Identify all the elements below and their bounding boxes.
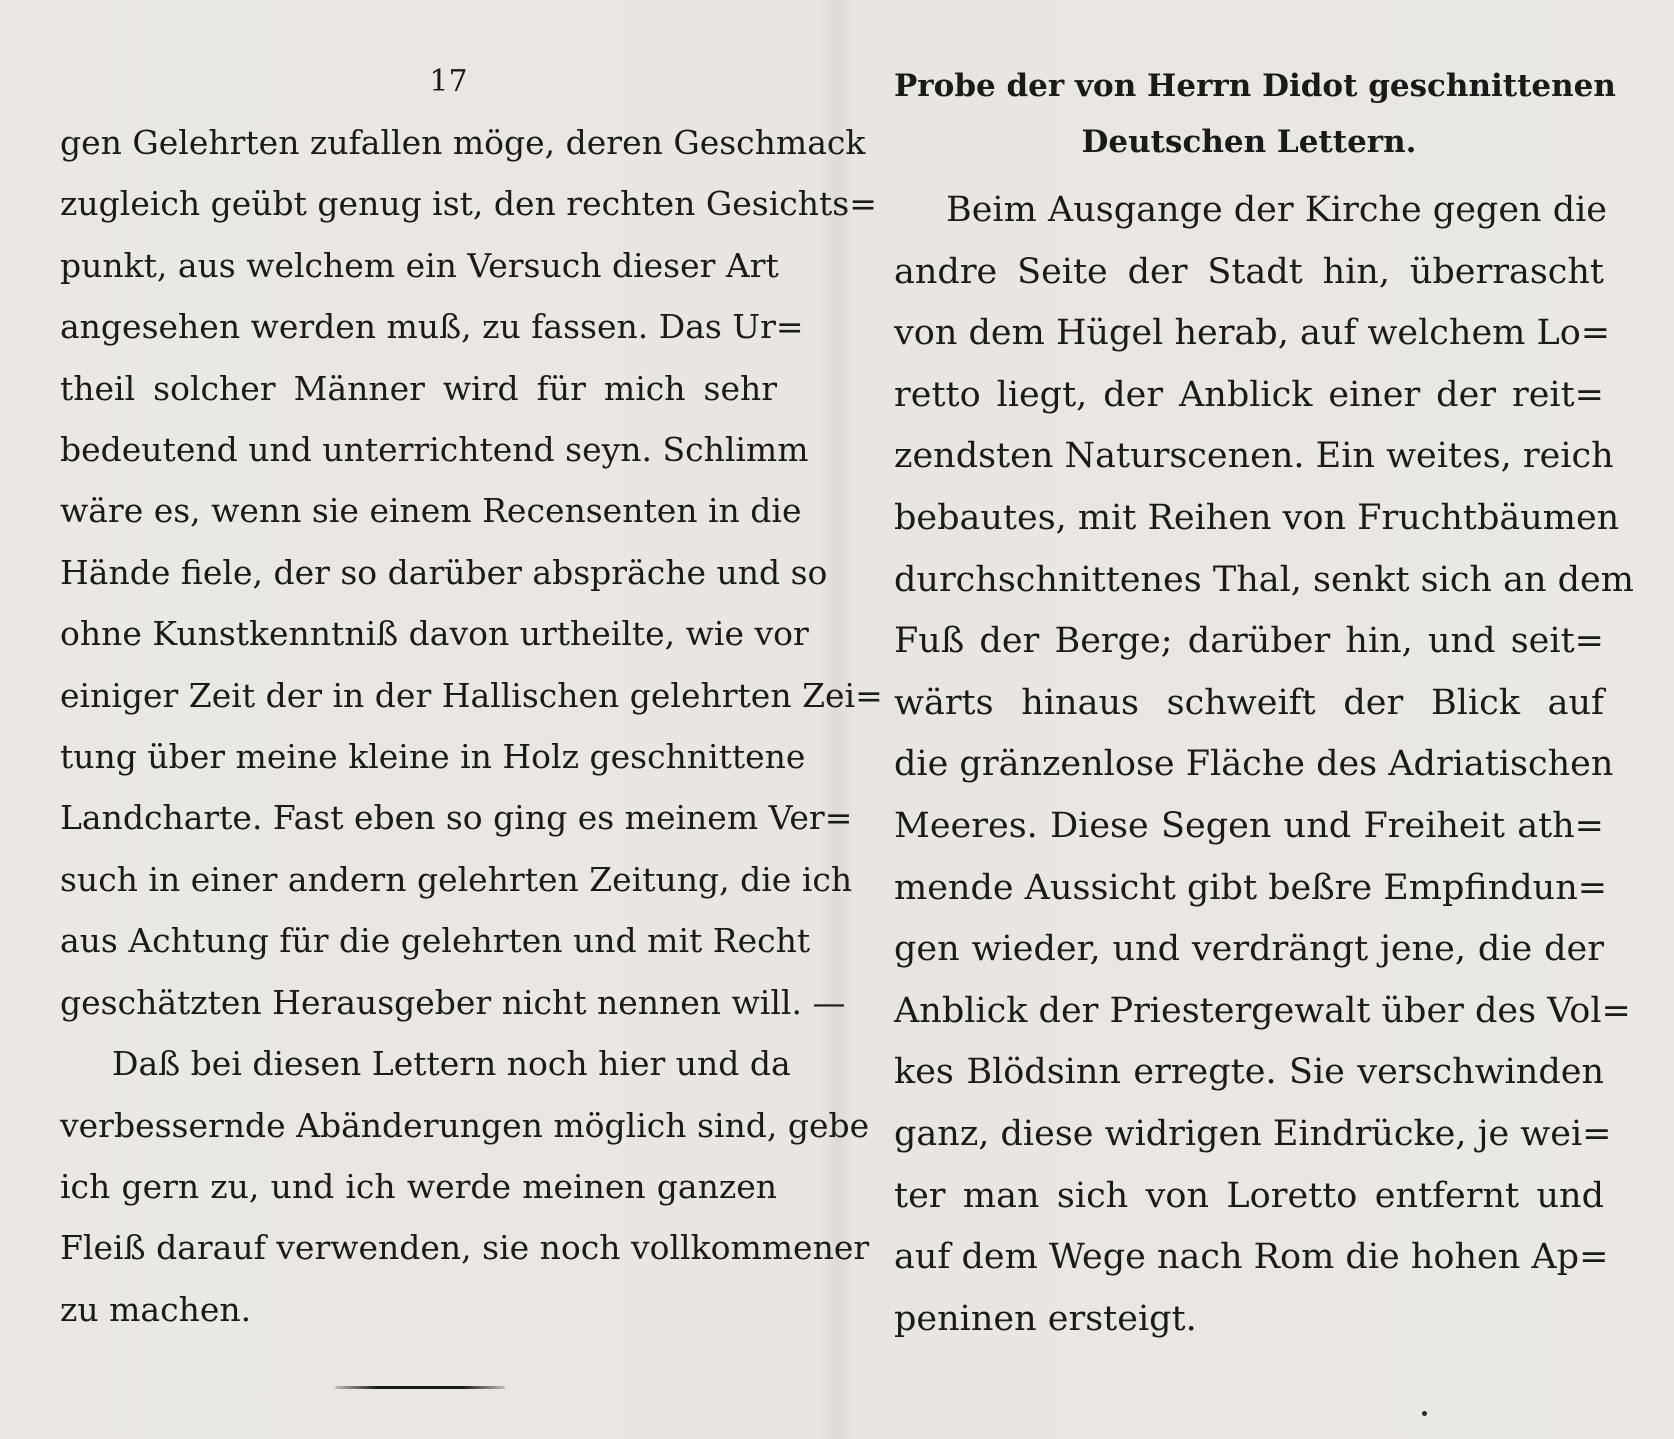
text-line: bebautes, mit Reihen von Fruchtbäumen xyxy=(894,497,1620,538)
text-line: verbessernde Abänderungen möglich sind, gebe xyxy=(60,1105,870,1145)
text-line: tung über meine kleine in Holz geschnittene xyxy=(60,737,806,777)
text-line: durchschnittenes Thal, senkt sich an dem xyxy=(894,559,1634,600)
text-line: kes Blödsinn erregte. Sie verschwinden xyxy=(894,1052,1604,1093)
text-line: zendsten Naturscenen. Ein weites, reich xyxy=(894,436,1614,477)
text-line: von dem Hügel herab, auf welchem Lo= xyxy=(894,313,1611,354)
text-line: ter man sich von Loretto entfernt und xyxy=(894,1175,1604,1216)
text-line: aus Achtung für die gelehrten und mit Recht xyxy=(60,921,811,961)
text-line: gen Gelehrten zufallen möge, deren Geschmack xyxy=(60,123,866,162)
right-page xyxy=(837,0,1674,1439)
left-paragraph-2 xyxy=(60,1033,870,1340)
text-line: Hände fiele, der so darüber abspräche und so xyxy=(60,552,828,592)
title-line-1: Probe der von Herrn Didot geschnittenen xyxy=(894,68,1616,104)
text-line: Fuß der Berge; darüber hin, und seit= xyxy=(894,621,1604,662)
text-line: Daß bei diesen Lettern noch hier und da xyxy=(112,1044,791,1084)
text-line: geschätzten Herausgeber nicht nennen will. — xyxy=(60,982,846,1022)
text-line: mende Aussicht gibt beßre Empfindun= xyxy=(894,867,1608,908)
text-line: bedeutend und unterrichtend seyn. Schlimm xyxy=(60,430,809,470)
text-line: such in einer andern gelehrten Zeitung, die ich xyxy=(60,859,853,899)
text-line: punkt, aus welchem ein Versuch dieser Art xyxy=(60,245,779,285)
text-line: auf dem Wege nach Rom die hohen Ap= xyxy=(894,1237,1609,1278)
text-line: Anblick der Priestergewalt über des Vol= xyxy=(894,990,1631,1031)
end-rule xyxy=(335,1386,505,1389)
text-line: gen wieder, und verdrängt jene, die der xyxy=(894,929,1604,970)
text-line: ich gern zu, und ich werde meinen ganzen xyxy=(60,1166,777,1206)
text-line: die gränzenlose Fläche des Adriatischen xyxy=(894,744,1614,785)
text-line: Landcharte. Fast eben so ging es meinem Ver= xyxy=(60,798,853,838)
text-line: zu machen. xyxy=(60,1289,252,1329)
right-paragraph xyxy=(894,180,1634,1350)
text-line: ganz, diese widrigen Eindrücke, je wei= xyxy=(894,1113,1612,1154)
text-line: wärts hinaus schweift der Blick auf xyxy=(894,682,1604,723)
page-number: 17 xyxy=(429,64,468,99)
text-line: Fleiß darauf verwenden, sie noch vollkommener xyxy=(60,1228,870,1268)
text-line: retto liegt, der Anblick einer der reit= xyxy=(894,374,1604,415)
text-line: einiger Zeit der in der Hallischen gelehrten Zei= xyxy=(60,675,883,715)
text-line: peninen ersteigt. xyxy=(894,1298,1197,1339)
text-line: wäre es, wenn sie einem Recensenten in die xyxy=(60,491,802,531)
left-paragraph-1 xyxy=(60,112,883,1033)
text-line: ohne Kunstkenntniß davon urtheilte, wie vor xyxy=(60,614,809,654)
text-line: zugleich geübt genug ist, den rechten Gesichts= xyxy=(60,184,877,224)
specimen-title xyxy=(894,58,1616,170)
text-line: Beim Ausgange der Kirche gegen die xyxy=(946,190,1608,230)
text-line: theil solcher Männer wird für mich sehr xyxy=(60,368,777,408)
ink-speck xyxy=(1422,1411,1427,1416)
text-line: Meeres. Diese Segen und Freiheit ath= xyxy=(894,805,1604,846)
text-line: andre Seite der Stadt hin, überrascht xyxy=(894,251,1604,292)
text-line: angesehen werden muß, zu fassen. Das Ur= xyxy=(60,307,804,347)
title-line-2: Deutschen Lettern. xyxy=(1081,124,1417,160)
